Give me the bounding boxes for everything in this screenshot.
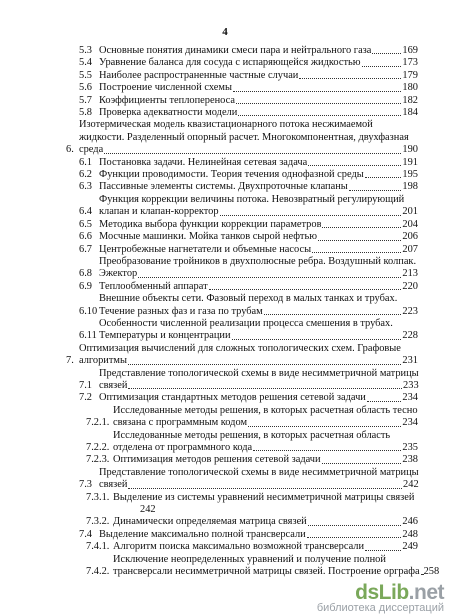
toc-entry-text: Уравнение баланса для сосуда с испаряющейся жидкостью — [99, 57, 361, 69]
toc-leader — [372, 53, 401, 54]
toc-entry-text: Представление топологической схемы в виде несимметричной матрицы — [99, 466, 419, 478]
toc-entry-text: Внешние объекты сети. Фазовый переход в малых танках и трубах. — [99, 293, 398, 305]
toc-page-number: 228 — [402, 330, 418, 342]
toc-entry — [66, 119, 418, 156]
toc-entry-text: Методика выбора функции коррекции параметров — [99, 218, 322, 230]
toc-entry — [66, 219, 418, 231]
toc-entry-number: 7.2.1. — [86, 417, 110, 429]
toc-entry-number: 7.4.1. — [86, 541, 110, 553]
toc-entry-number: 5.6 — [79, 82, 92, 94]
toc-entry — [66, 169, 418, 181]
toc-page-number: 235 — [402, 442, 418, 453]
toc-entry — [66, 368, 418, 393]
toc-page-number: 238 — [402, 454, 418, 466]
toc-entry — [66, 541, 418, 553]
toc-entry — [66, 293, 418, 318]
watermark-subtitle: библиотека диссертаций — [316, 602, 444, 614]
toc-page-number: 233 — [403, 379, 419, 391]
toc-page-number: 248 — [402, 528, 418, 540]
toc-entry — [66, 70, 418, 82]
toc-entry-text: алгоритмы — [79, 355, 127, 367]
toc-entry-text: Течение разных фаз и газа по трубам — [99, 305, 263, 317]
toc-entry-text: Оптимизация стандартных методов решения сетевой задачи — [99, 392, 366, 404]
toc-page-number: 234 — [402, 417, 418, 429]
toc-entry — [66, 553, 440, 579]
toc-entry-number: 6.11 — [79, 330, 97, 342]
toc-leader — [253, 450, 401, 451]
toc-entry — [66, 194, 418, 219]
toc-entry-text: Наиболее распространенные частные случаи — [99, 69, 299, 81]
toc-leader — [236, 103, 401, 104]
toc-entry-text: Функция коррекции величины потока. Невозвратный регулирующий — [99, 193, 405, 205]
toc-entry-number: 5.3 — [79, 45, 92, 56]
toc-page-number: 184 — [402, 107, 418, 119]
toc-entry — [66, 392, 418, 404]
watermark-logo: dsLib.net — [355, 581, 444, 604]
toc-leader — [220, 215, 402, 216]
toc-leader — [104, 153, 401, 154]
toc-entry-text: Исключение неопределенных уравнений и получение полной — [113, 553, 386, 565]
toc-entry-text: Пассивные элементы системы. Двухпроточные клапаны — [99, 181, 348, 193]
toc-entry-number: 7.3 — [79, 479, 92, 491]
toc-entry-text: связана с программным кодом — [113, 417, 248, 429]
toc-leader — [365, 550, 401, 551]
toc-leader — [349, 190, 402, 191]
toc-leader — [308, 165, 401, 166]
toc-entry-text: Проверка адекватности модели — [99, 107, 238, 119]
toc-page-number: 213 — [402, 268, 418, 280]
toc-entry — [66, 343, 418, 368]
toc-entry — [66, 157, 418, 169]
toc-page-number: 234 — [402, 392, 418, 404]
toc-entry-number: 6.7 — [79, 243, 92, 255]
toc-page-number: 169 — [402, 45, 418, 56]
toc-entry-number: 5.7 — [79, 94, 92, 106]
toc-entry — [66, 45, 418, 57]
toc-leader — [308, 525, 402, 526]
toc-page-number: 179 — [402, 69, 418, 81]
toc-leader — [362, 66, 402, 67]
toc-entry-text: трансверсали несимметричной матрицы связей. Построение орграфа — [113, 566, 420, 578]
toc-entry-number: 7.2.3. — [86, 454, 110, 466]
toc-page-number: 207 — [402, 243, 418, 255]
toc-entry — [66, 107, 418, 119]
toc-entry-text: Представление топологической схемы в виде несимметричной матрицы — [99, 367, 419, 379]
toc-leader — [421, 574, 423, 575]
toc-entry-number: 7.2.2. — [86, 442, 110, 453]
toc-entry-text: Преобразование тройников в двухполюсные ребра. Воздушный колпак. — [99, 255, 417, 267]
toc-entry-number: 6.2 — [79, 169, 92, 181]
toc-leader — [128, 364, 401, 365]
toc-page-number: 198 — [402, 181, 418, 193]
toc-entry-number: 7.2 — [79, 392, 92, 404]
toc-entry-number: 6.6 — [79, 231, 92, 243]
toc-entry-number: 6.9 — [79, 280, 92, 292]
toc-leader — [238, 115, 401, 116]
toc-entry-number: 7.4 — [79, 528, 92, 540]
watermark — [317, 581, 444, 614]
toc-page-number: 223 — [402, 305, 418, 317]
toc-entry-text: Исследованные методы решения, в которых расчетная область тесно — [113, 404, 418, 416]
toc-entry-number: 6.1 — [79, 156, 92, 168]
toc-entry-text: Эжектор — [99, 268, 138, 280]
toc-leader — [248, 426, 401, 427]
toc-entry-text: Коэффициенты теплопереноса — [99, 94, 235, 106]
toc-entry-text: клапан и клапан-корректор — [99, 206, 219, 218]
toc-entry-text: связей — [99, 479, 128, 491]
toc-page-number: 190 — [402, 144, 418, 156]
toc-entry-text: Постановка задачи. Нелинейная сетевая задача — [99, 156, 308, 168]
toc-entry-text: среда — [79, 144, 104, 156]
toc-entry-text: Построение численной схемы — [99, 82, 232, 94]
toc-page-number: 182 — [402, 94, 418, 106]
toc-leader — [264, 314, 402, 315]
toc-leader — [367, 401, 402, 402]
toc-entry-text: отделена от программного кода — [113, 442, 253, 453]
toc-entry-number: 5.8 — [79, 107, 92, 119]
toc-page-number: 246 — [402, 516, 418, 528]
toc-entry — [66, 231, 418, 243]
toc-page-number: 173 — [402, 57, 418, 69]
toc-leader — [318, 240, 401, 241]
toc-entry-text: жидкости. Разделенный опорный расчет. Многокомпонентная, двухфазная — [79, 131, 409, 143]
toc-leader — [307, 537, 402, 538]
toc-leader — [365, 177, 402, 178]
toc-leader — [128, 488, 402, 489]
toc-entry-number: 6.8 — [79, 268, 92, 280]
toc-entry — [66, 181, 418, 193]
toc-entry-number: 6. — [66, 144, 74, 156]
toc-entry — [66, 256, 418, 281]
toc-entry-number: 7.4.2. — [86, 566, 110, 578]
toc-entry-number: 7.3.1. — [86, 491, 110, 503]
toc-leader — [128, 388, 402, 389]
toc-entry — [66, 281, 418, 293]
toc-entry-number: 6.3 — [79, 181, 92, 193]
toc-leader — [232, 339, 402, 340]
toc-leader — [209, 289, 402, 290]
toc-entry-number: 7.1 — [79, 379, 92, 391]
toc-entry-text: 242 — [140, 504, 156, 516]
toc-entry-number: 6.5 — [79, 218, 92, 230]
toc-entry-text: Динамически определяемая матрица связей — [113, 516, 307, 528]
toc-entry — [66, 454, 418, 466]
toc-entry — [66, 529, 418, 541]
toc-entry-text: Изотермическая модель квазистационарного потока несжимаемой — [79, 119, 373, 131]
page-number: 4 — [222, 26, 228, 38]
toc-page-number: 206 — [402, 231, 418, 243]
toc-entry — [66, 467, 418, 492]
toc-page-number: 242 — [403, 479, 419, 491]
toc-entry-text: Выделение максимально полной трансверсали — [99, 528, 306, 540]
toc-entry — [66, 430, 418, 455]
toc-entry — [66, 318, 418, 343]
toc-entry-text: Мосчные машинки. Мойка танков сырой нефтью — [99, 231, 317, 243]
toc-entry — [66, 504, 418, 516]
toc-page-number: 249 — [402, 541, 418, 553]
toc-entry-text: Особенности численной реализации процесса смешения в трубах. — [99, 317, 393, 329]
toc-entry-number: 6.10 — [79, 305, 98, 317]
toc-entry-number: 5.5 — [79, 69, 92, 81]
toc-page-number: 195 — [402, 169, 418, 181]
toc-entry-text: связей — [99, 379, 128, 391]
toc-entry-text: Центробежные нагнетатели и объемные насосы — [99, 243, 312, 255]
toc-page-number: 258 — [423, 566, 440, 578]
toc-entry-number: 6.4 — [79, 206, 92, 218]
toc-entry-number: 7. — [66, 355, 74, 367]
toc-entry-text: Температуры и концентрации — [99, 330, 231, 342]
toc-entry-text: Функции проводимости. Теория течения однофазной среды — [99, 169, 364, 181]
toc-entry-text: Выделение из системы уравнений несимметричной матрицы связей — [113, 491, 415, 503]
toc-entry — [66, 492, 418, 504]
toc-entry — [66, 405, 418, 430]
toc-entry-text: Оптимизация методов решения сетевой задачи — [113, 454, 321, 466]
toc-entry-text: Теплообменный аппарат — [99, 280, 208, 292]
toc-entry — [66, 57, 418, 69]
toc-page-number: 204 — [402, 218, 418, 230]
toc-page-number: 201 — [402, 206, 418, 218]
toc-page-number: 191 — [402, 156, 418, 168]
toc-leader — [299, 78, 401, 79]
toc-page-number: 231 — [402, 355, 418, 367]
toc-leader — [312, 252, 401, 253]
toc-page-number: 220 — [402, 280, 418, 292]
toc-leader — [233, 91, 401, 92]
toc-entry-number: 5.4 — [79, 57, 92, 69]
toc-page-number: 180 — [402, 82, 418, 94]
toc-entry-text: Исследованные методы решения, в которых расчетная область — [113, 429, 391, 441]
toc-leader — [138, 277, 401, 278]
toc-leader — [322, 227, 401, 228]
toc-entry — [66, 516, 418, 528]
toc-entry — [66, 244, 418, 256]
table-of-contents — [66, 45, 440, 578]
toc-entry-text: Алгоритм поиска максимально возможной трансверсали — [113, 541, 365, 553]
toc-leader — [322, 463, 402, 464]
toc-entry-text: Оптимизация вычислений для сложных топологических схем. Графовые — [79, 342, 401, 354]
toc-entry-text: Основные понятия динамики смеси пара и нейтрального газа — [99, 45, 372, 56]
toc-entry — [66, 82, 418, 94]
toc-entry-number: 7.3.2. — [86, 516, 110, 528]
toc-entry — [66, 95, 418, 107]
